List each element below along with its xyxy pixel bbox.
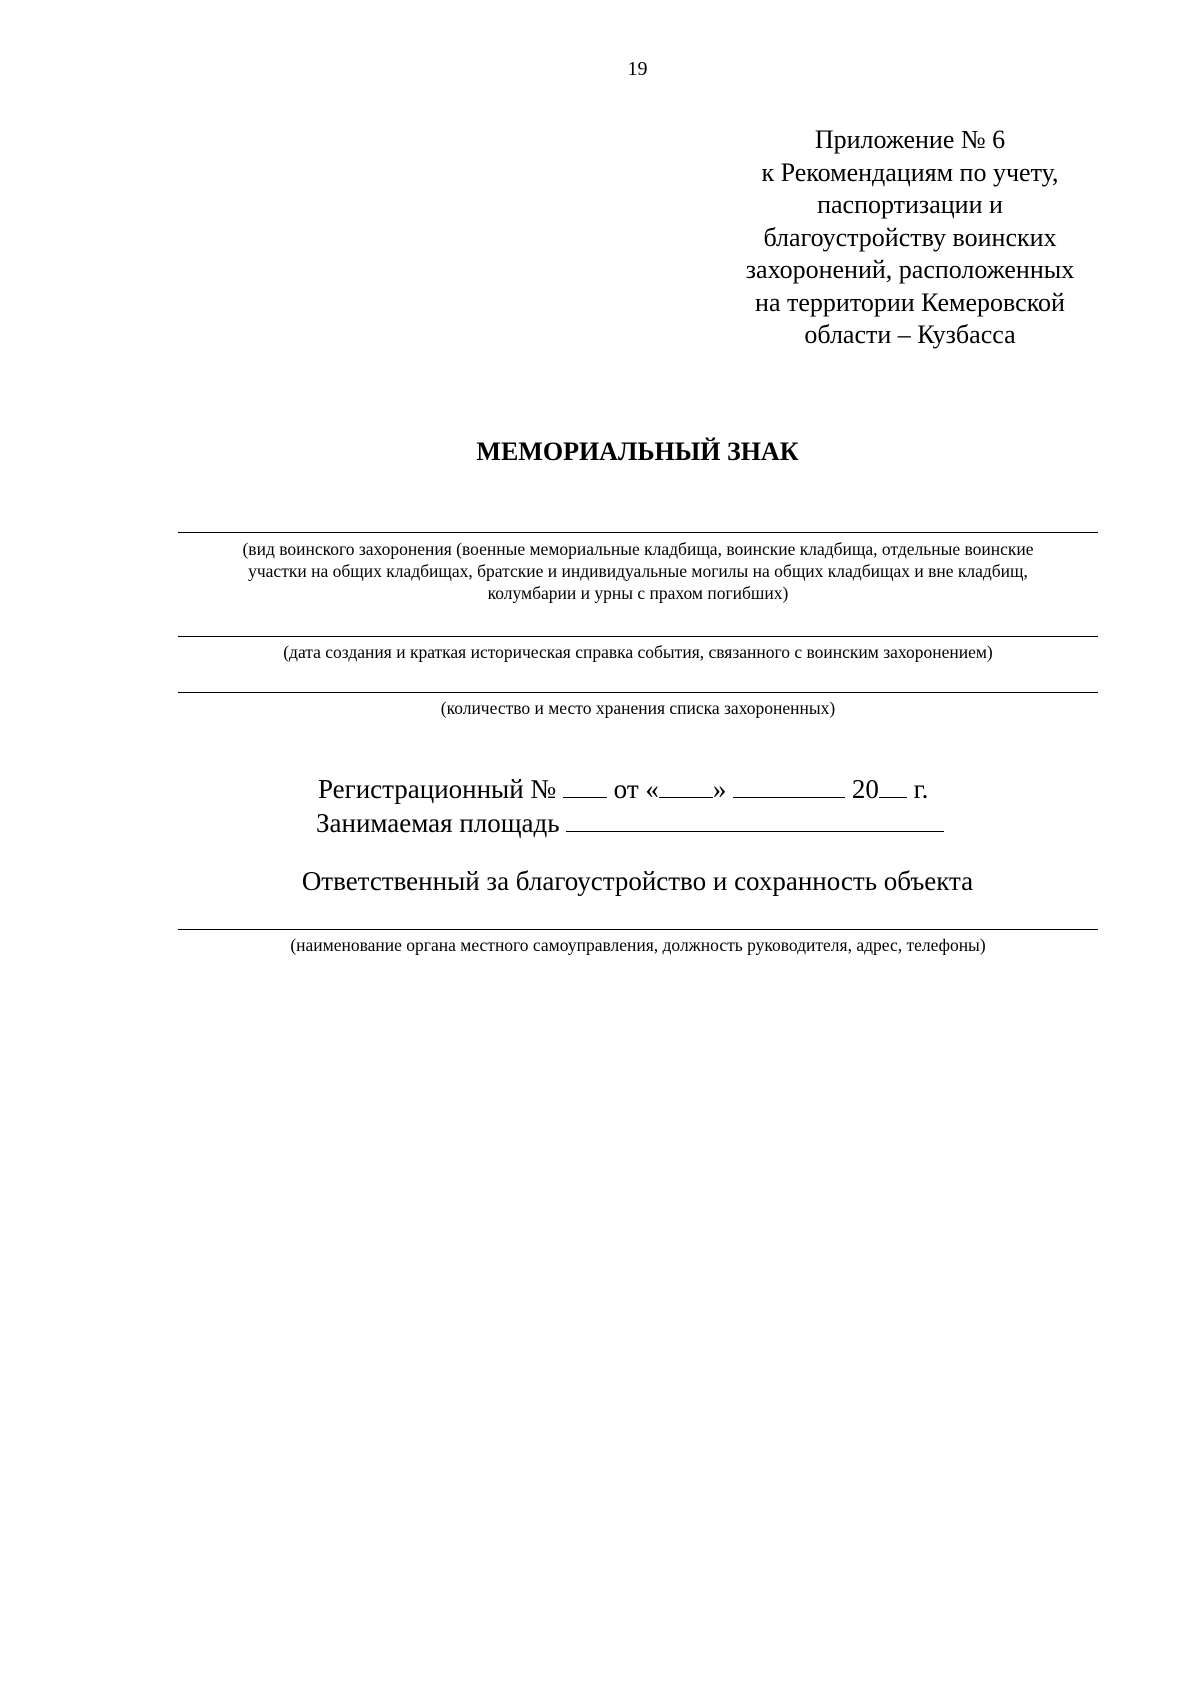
area-label: Занимаемая площадь: [316, 808, 560, 838]
registration-line: [318, 774, 928, 805]
registration-close-quote: »: [712, 774, 727, 804]
burial-type-caption: [178, 538, 1098, 604]
date-caption: (дата создания и краткая историческая справка события, связанного с воинским захоронением): [283, 642, 993, 662]
registration-year-suffix: г.: [913, 774, 929, 804]
appendix-line: благоустройству воинских: [763, 222, 1057, 252]
registration-from: от «: [613, 774, 659, 804]
appendix-line: Приложение № 6: [814, 125, 1006, 154]
list-caption: (количество и место хранения списка захороненных): [440, 698, 836, 718]
caption-line: колумбарии и урны с прахом погибших): [487, 583, 789, 603]
caption-line: (вид воинского захоронения (военные мемориальные кладбища, воинские кладбища, отдельные воинские: [242, 539, 1034, 559]
area-line: [316, 808, 944, 839]
page-number: 19: [627, 58, 648, 80]
list-fill-line: [178, 692, 1098, 693]
registration-year-blank: [879, 775, 907, 798]
appendix-line: паспортизации и: [817, 190, 1003, 219]
registration-month-blank: [733, 775, 845, 798]
registration-label: Регистрационный №: [318, 774, 557, 804]
registration-number-blank: [563, 775, 607, 798]
appendix-line: области – Кузбасса: [804, 320, 1016, 349]
date-fill-line: [178, 636, 1098, 637]
appendix-line: захоронений, расположенных: [745, 255, 1075, 284]
appendix-line: к Рекомендациям по учету,: [761, 157, 1059, 187]
document-title: МЕМОРИАЛЬНЫЙ ЗНАК: [476, 437, 799, 466]
responsible-label: Ответственный за благоустройство и сохранность объекта: [301, 866, 974, 896]
appendix-line: на территории Кемеровской: [755, 287, 1065, 317]
authority-caption: (наименование органа местного самоуправления, должность руководителя, адрес, телефоны): [290, 935, 986, 955]
appendix-header: [700, 124, 1120, 352]
burial-type-fill-line: [178, 532, 1098, 533]
registration-year-prefix: 20: [851, 774, 879, 804]
area-blank: [566, 809, 944, 832]
authority-fill-line: [178, 929, 1098, 930]
caption-line: участки на общих кладбищах, братские и индивидуальные могилы на общих кладбищах и вне кладбищ,: [248, 561, 1028, 581]
registration-day-blank: [659, 775, 713, 798]
